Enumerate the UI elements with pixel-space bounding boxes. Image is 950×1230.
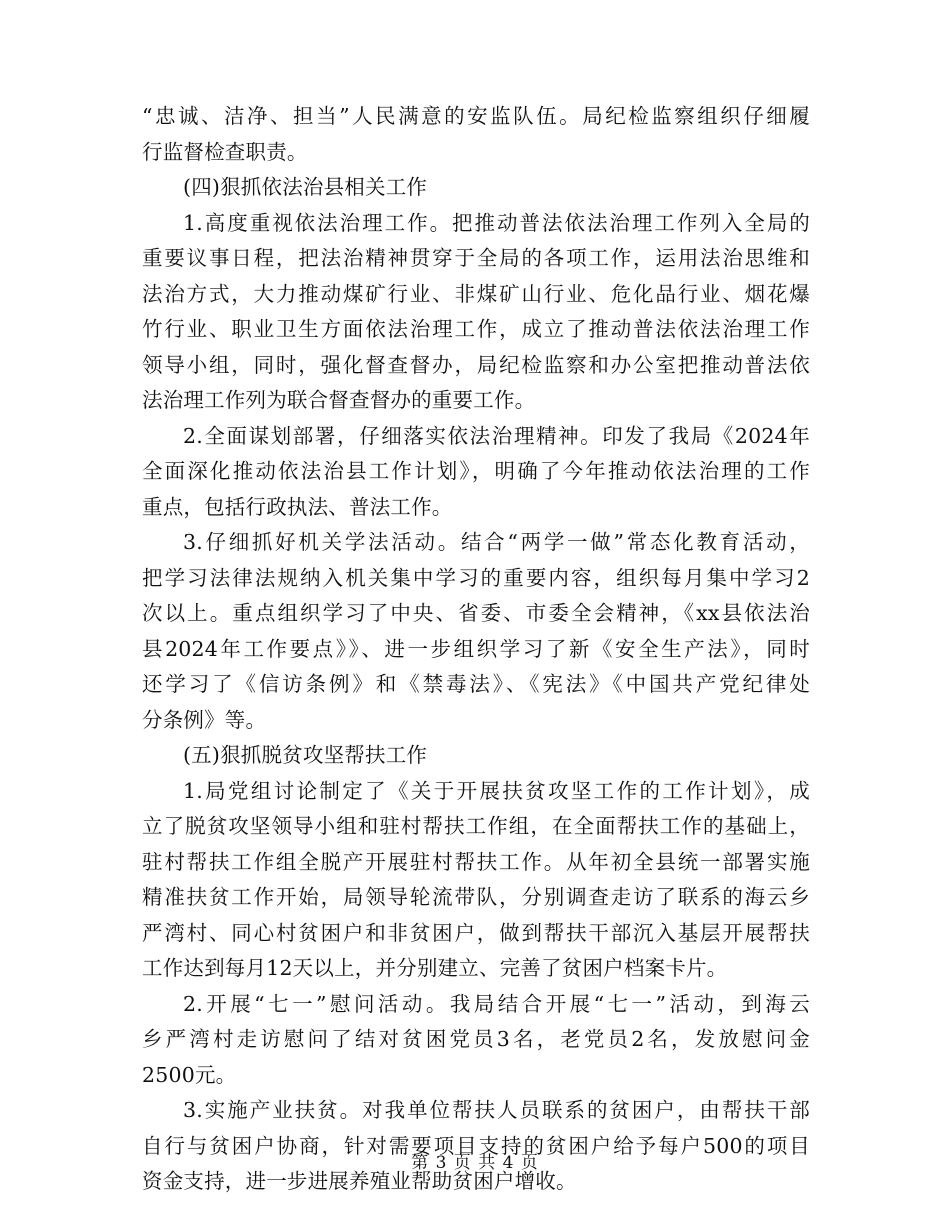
text-line: 把学习法律法规纳入机关集中学习的重要内容，组织每月集中学习2 <box>142 565 810 590</box>
text-line: 2.全面谋划部署，仔细落实依法治理精神。印发了我局《2024年 <box>183 423 810 448</box>
page-number-footer: 第 3 页 共 4 页 <box>411 1153 539 1173</box>
paragraph <box>142 774 810 987</box>
text-line: 2500元。 <box>142 1062 237 1087</box>
text-line: 3.仔细抓好机关学法活动。结合“两学一做”常态化教育活动， <box>183 530 810 554</box>
paragraph <box>142 419 810 526</box>
text-line: 竹行业、职业卫生方面依法治理工作，成立了推动普法依法治理工作 <box>142 317 810 341</box>
text-line: 次以上。重点组织学习了中央、省委、市委全会精神，《xx县依法治 <box>142 601 810 625</box>
text-line: 驻村帮扶工作组全脱产开展驻村帮扶工作。从年初全县统一部署实施 <box>142 849 810 874</box>
text-line: 乡严湾村走访慰问了结对贫困党员3名，老党员2名，发放慰问金 <box>142 1027 810 1051</box>
text-line: 法治理工作列为联合督查督办的重要工作。 <box>142 388 536 412</box>
text-line: 1.高度重视依法治理工作。把推动普法依法治理工作列入全局的 <box>183 210 810 235</box>
text-line: 分条例》等。 <box>142 707 267 732</box>
paragraph <box>142 206 810 419</box>
section-heading <box>142 170 810 206</box>
text-line: 法治方式，大力推动煤矿行业、非煤矿山行业、危化品行业、烟花爆 <box>142 281 810 306</box>
paragraph <box>142 525 810 738</box>
text-line: 全面深化推动依法治县工作计划》，明确了今年推动依法治理的工作 <box>142 459 810 483</box>
text-line: (五)狠抓脱贫攻坚帮扶工作 <box>183 743 428 767</box>
text-line: 工作达到每月12天以上，并分别建立、完善了贫困户档案卡片。 <box>142 956 728 980</box>
text-line: 严湾村、同心村贫困户和非贫困户，做到帮扶干部沉入基层开展帮扶 <box>142 920 810 945</box>
section-heading <box>142 738 810 774</box>
text-line: 行监督检查职责。 <box>142 139 308 164</box>
text-line: 重点，包括行政执法、普法工作。 <box>142 494 453 519</box>
text-line: 自行与贫困户协商，针对需要项目支持的贫困户给予每户500的项目 <box>142 1133 810 1158</box>
text-line: 立了脱贫攻坚领导小组和驻村帮扶工作组，在全面帮扶工作的基础上， <box>142 814 810 838</box>
paragraph <box>142 987 810 1094</box>
text-line: 还学习了《信访条例》和《禁毒法》、《宪法》《中国共产党纪律处 <box>142 672 810 696</box>
paragraph <box>142 99 810 170</box>
paragraph <box>142 1093 810 1200</box>
text-line: 3.实施产业扶贫。对我单位帮扶人员联系的贫困户，由帮扶干部 <box>183 1098 810 1122</box>
document-body <box>142 99 810 1200</box>
text-line: 县2024年工作要点》》、进一步组织学习了新《安全生产法》，同时 <box>142 636 810 661</box>
text-line: 2.开展“七一”慰问活动。我局结合开展“七一”活动，到海云 <box>183 991 810 1016</box>
text-line: 领导小组，同时，强化督查督办，局纪检监察和办公室把推动普法依 <box>142 352 810 377</box>
text-line: 精准扶贫工作开始，局领导轮流带队，分别调查走访了联系的海云乡 <box>142 885 810 909</box>
text-line: 重要议事日程，把法治精神贯穿于全局的各项工作，运用法治思维和 <box>142 246 810 270</box>
text-line: 1.局党组讨论制定了《关于开展扶贫攻坚工作的工作计划》，成 <box>183 778 810 803</box>
text-line: (四)狠抓依法治县相关工作 <box>183 175 428 199</box>
text-line: “忠诚、洁净、担当”人民满意的安监队伍。局纪检监察组织仔细履 <box>142 104 810 128</box>
text-line: 资金支持，进一步进展养殖业帮助贫困户增收。 <box>142 1169 577 1193</box>
